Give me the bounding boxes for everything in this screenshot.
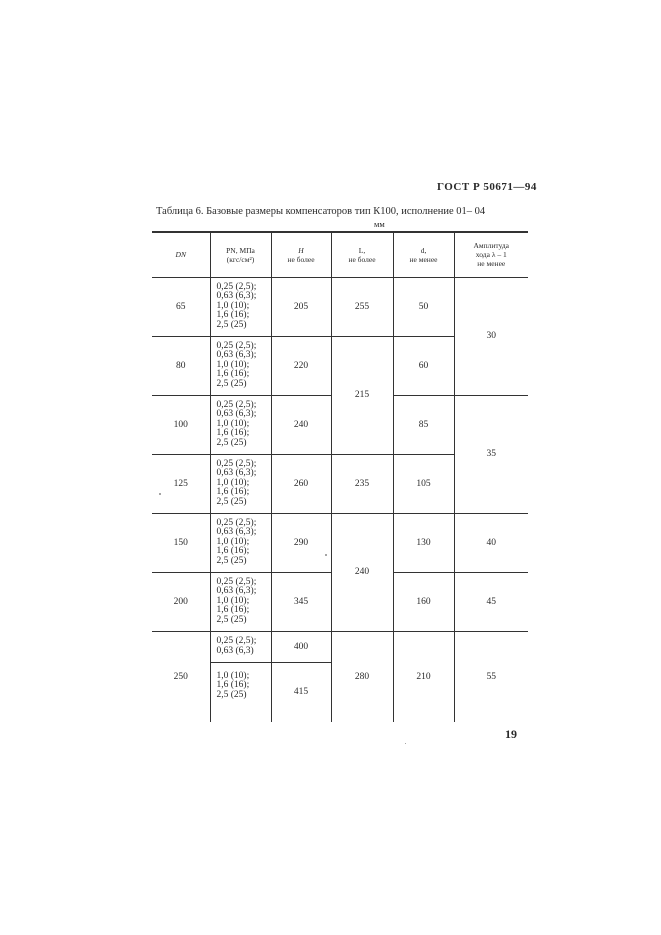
pn-cell: 0,25 (2,5); 0,63 (6,3); 1,0 (10); 1,6 (16); 2,5 (25) <box>210 454 271 513</box>
l-cell: 215 <box>331 336 393 454</box>
amplitude-cell: 40 <box>454 513 528 572</box>
scan-speck <box>405 743 406 744</box>
table-units: мм <box>374 219 385 229</box>
l-cell: 255 <box>331 277 393 336</box>
l-cell: 235 <box>331 454 393 513</box>
pn-cell: 0,25 (2,5); 0,63 (6,3); 1,0 (10); 1,6 (16); 2,5 (25) <box>210 572 271 631</box>
l-cell: 280 <box>331 631 393 722</box>
dn-cell: 65 <box>152 277 210 336</box>
table-caption: Таблица 6. Базовые размеры компенсаторов тип К100, исполнение 01– 04 <box>156 206 486 217</box>
d-cell: 210 <box>393 631 454 722</box>
pn-cell: 0,25 (2,5); 0,63 (6,3); 1,0 (10); 1,6 (16); 2,5 (25) <box>210 513 271 572</box>
scan-speck <box>159 493 161 495</box>
h-cell: 240 <box>271 395 331 454</box>
dn-cell: 150 <box>152 513 210 572</box>
d-cell: 130 <box>393 513 454 572</box>
pn-cell: 1,0 (10); 1,6 (16); 2,5 (25) <box>210 662 271 722</box>
l-cell: 240 <box>331 513 393 631</box>
d-cell: 105 <box>393 454 454 513</box>
h-cell: 220 <box>271 336 331 395</box>
amplitude-cell: 35 <box>454 395 528 513</box>
col-header-d: d, не менее <box>393 232 454 277</box>
page-number: 19 <box>505 727 517 741</box>
dn-cell: 200 <box>152 572 210 631</box>
col-header-l: L, не более <box>331 232 393 277</box>
dn-cell: 125 <box>152 454 210 513</box>
pn-cell: 0,25 (2,5); 0,63 (6,3) <box>210 631 271 662</box>
col-header-dn: DN <box>152 232 210 277</box>
table-row <box>152 631 528 662</box>
dn-cell: 100 <box>152 395 210 454</box>
col-header-h: H не более <box>271 232 331 277</box>
h-cell: 400 <box>271 631 331 662</box>
pn-cell: 0,25 (2,5); 0,63 (6,3); 1,0 (10); 1,6 (16); 2,5 (25) <box>210 277 271 336</box>
amplitude-cell: 30 <box>454 277 528 395</box>
h-cell: 205 <box>271 277 331 336</box>
h-cell: 290 <box>271 513 331 572</box>
col-header-pn: PN, МПа (кгс/см²) <box>210 232 271 277</box>
h-cell: 415 <box>271 662 331 722</box>
amplitude-cell: 55 <box>454 631 528 722</box>
scan-speck <box>325 554 327 556</box>
table-row <box>152 277 528 336</box>
d-cell: 50 <box>393 277 454 336</box>
standard-designation: ГОСТ Р 50671—94 <box>437 181 537 193</box>
d-cell: 60 <box>393 336 454 395</box>
table-row <box>152 513 528 572</box>
pn-cell: 0,25 (2,5); 0,63 (6,3); 1,0 (10); 1,6 (16); 2,5 (25) <box>210 336 271 395</box>
table-header-row <box>152 232 528 277</box>
dn-cell: 80 <box>152 336 210 395</box>
pn-cell: 0,25 (2,5); 0,63 (6,3); 1,0 (10); 1,6 (16); 2,5 (25) <box>210 395 271 454</box>
amplitude-cell: 45 <box>454 572 528 631</box>
d-cell: 160 <box>393 572 454 631</box>
h-cell: 260 <box>271 454 331 513</box>
dimensions-table <box>152 231 528 722</box>
col-header-amplitude: Амплитуда хода λ – 1 не менее <box>454 232 528 277</box>
h-cell: 345 <box>271 572 331 631</box>
d-cell: 85 <box>393 395 454 454</box>
dn-cell: 250 <box>173 671 188 682</box>
